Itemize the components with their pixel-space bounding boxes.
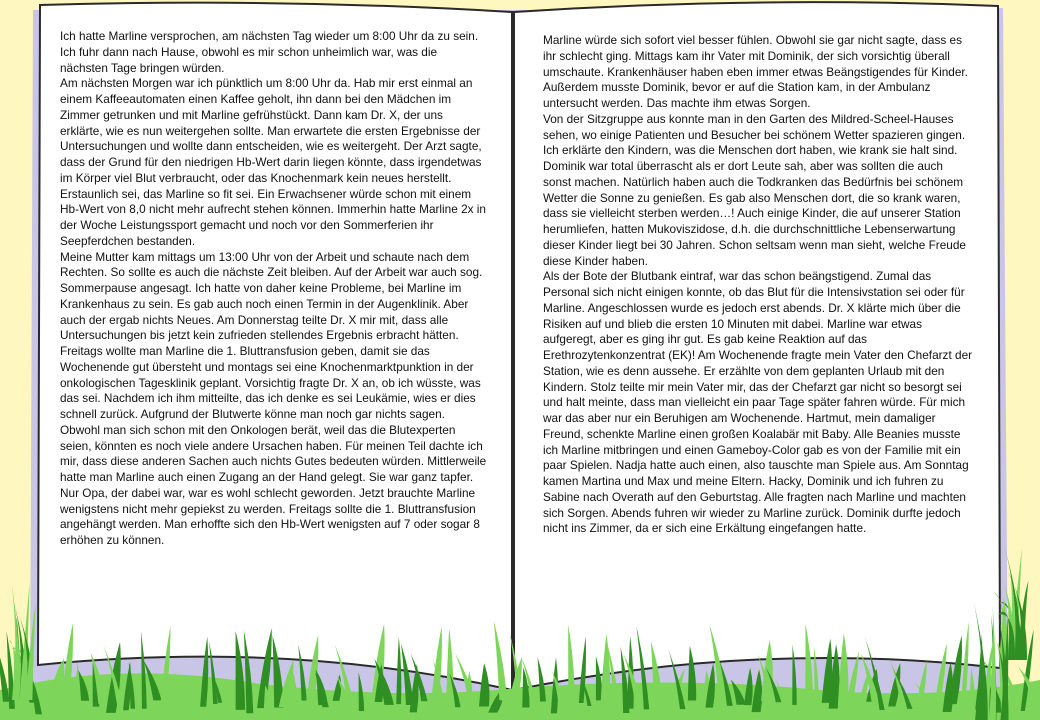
left-paragraph: Meine Mutter kam mittags um 13:00 Uhr von der Arbeit und schaute nach dem Rechten. So sollte es auch die nächste Zeit bleiben. Auf der Arbeit war auch sog. Sommerpause angesagt. Ich hatte von daher keine Probleme, bei Marline im Krankenhaus zu sein. Es gab auch noch einen Termin in der Augenklinik. Aber auch der ergab nichts Neues. Am Donnerstag teilte Dr. X mir mit, dass alle Untersuchungen bis jetzt kein zufrieden stellendes Ergebnis erbracht hätten. Freitags wollte man Marline die 1. Bluttransfusion geben, damit sie das Wochenende gut übersteht und montags sei eine Knochenmarktpunktion in der onkologischen Tagesklinik geplant. Vorsichtig fragte Dr. X an, ob ich wüsste, was das sei. Nachdem ich ihm mitteilte, das ich denke es sei Leukämie, wies er dies schnell zurück. Aufgrund der Blutwerte könne man noch gar nichts sagen. Obwohl man sich schon mit den Onkologen berät, weil das die Blutexperten seien, könnten es noch viele andere Ursachen haben. Für meinen Teil dachte ich mir, dass diese anderen Sachen auch nichts Gutes bedeuten würden. Mittlerweile hatte man Marline auch einen Zugang an der Hand gelegt. Sie war ganz tapfer. Nur Opa, der dabei war, war es wohl schlecht geworden. Jetzt brauchte Marline wenigstens nicht mehr gepiekst zu werden. Freitags sollte die 1. Bluttransfusion angehängt werden. Man erhoffte sich den Hb-Wert wenigsten auf 7 oder sogar 8 erhöhen zu können. bbox=[60, 249, 487, 547]
left-page-text bbox=[60, 29, 488, 549]
right-paragraph: Als der Bote der Blutbank eintraf, war das schon beängstigend. Zumal das Personal sich nicht einigen konnte, ob das Blut für die Intensivstation sei oder für Marline. Angeschlossen wurde es jedoch erst abends. Dr. X klärte mich über die Risiken auf und blieb die ersten 10 Minuten mit dabei. Marline war etwas aufgeregt, aber es ging ihr gut. Es gab keine Reaktion auf das Erethrozytenkonzentrat (EK)! Am Wochenende fragte mein Vater den Chefarzt der Station, wie es denn aussehe. Er erzählte von dem geplanten Urlaub mit den Kindern. Stolz teilte mir mein Vater mir, das der Chefarzt gar nicht so besorgt sei und halt meinte, dass man vielleicht ein paar Tage später fahren würde. Für mich war das aber nur ein Beruhigen am Wochenende. Hartmut, mein damaliger Freund, schenkte Marline einen großen Koalabär mit Baby. Alle Beanies musste ich Marline mitbringen und einen Gameboy-Color gab es von der Familie mit ein paar Spielen. Nadja hatte auch einen, also tauschte man Spiele aus. Am Sonntag kamen Martina und Max und meine Eltern. Hacky, Dominik und ich fuhren zu Sabine nach Overath auf den Geburtstag. Alle fragten nach Marline und machten sich Sorgen. Abends fuhren wir wieder zu Marline zurück. Dominik durfte jedoch nicht ins Zimmer, da er sich eine Erkältung eingefangen hatte. bbox=[543, 269, 973, 536]
right-paragraph: Von der Sitzgruppe aus konnte man in den Garten des Mildred-Scheel-Hauses sehen, wo einige Patienten und Besucher bei schönem Wetter spazieren gingen. Ich erklärte den Kindern, was die Menschen dort haben, wie krank sie halt sind. Dominik war total überrascht als er dort Leute sah, aber was sollten die auch sonst machen. Natürlich haben auch die Todkranken das Bedürfnis bei schönem Wetter die Sonne zu genießen. Es gab also Menschen dort, die so krank waren, dass sie vielleicht sterben werden…! Auch einige Kinder, die auf unserer Station herumliefen, hatten Mukoviszidose, d.h. die durchschnittliche Lebenserwartung dieser Kinder liegt bei 30 Jahren. Schon seltsam wenn man sieht, welche Freude diese Kinder haben. bbox=[543, 111, 966, 268]
left-paragraph: Am nächsten Morgen war ich pünktlich um 8:00 Uhr da. Hab mir erst einmal an einem Kaffeeautomaten einen Kaffee geholt, ihn dann bei den Mädchen im Zimmer getrunken und mit Marline gefrühstückt. Dann kam Dr. X, der uns erklärte, wie es nun weitergehen sollte. Man erwartete die ersten Ergebnisse der Untersuchungen und wollte dann entscheiden, wie es weitergeht. Der Arzt sagte, dass der Grund für den niedrigen Hb-Wert darin liegen könnte, dass irgendetwas im Körper viel Blut verbraucht, oder das Knochenmark kein neues herstellt. Erstaunlich sei, das Marline so fit sei. Ein Erwachsener würde schon mit einem Hb-Wert von 8,0 nicht mehr aufrecht stehen können. Immerhin hatte Marline 2x in der Woche Leistungssport gemacht und noch vor den Sommerferien ihr Seepferdchen bestanden. bbox=[60, 76, 486, 248]
right-page-text bbox=[543, 33, 973, 537]
left-paragraph: Ich hatte Marline versprochen, am nächsten Tag wieder um 8:00 Uhr da zu sein. Ich fuhr dann nach Hause, obwohl es mir schon unheimlich war, was die nächsten Tage bringen würden. bbox=[60, 29, 479, 75]
right-paragraph: Marline würde sich sofort viel besser fühlen. Obwohl sie gar nicht sagte, dass es ihr schlecht ging. Mittags kam ihr Vater mit Dominik, der sich vorsichtig überall umschaute. Krankenhäuser haben eben immer etwas Beängstigendes für Kinder. Außerdem musste Dominik, bevor er auf die Station kam, in der Ambulanz untersucht werden. Das machte ihm etwas Sorgen. bbox=[543, 33, 968, 110]
